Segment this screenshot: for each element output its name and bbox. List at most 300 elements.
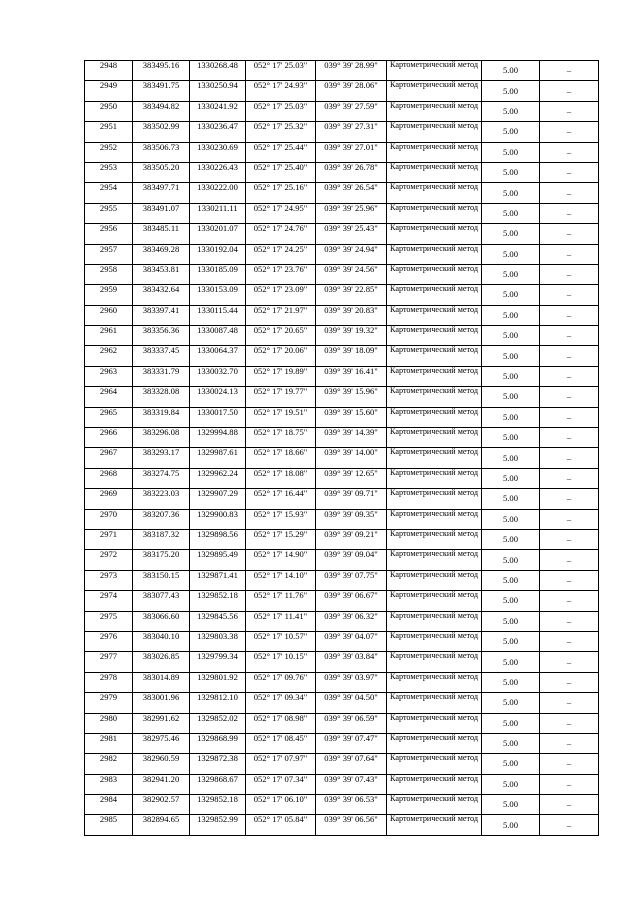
method-cell: Картометрический метод [387,713,482,733]
coord-x-cell: 383207.36 [133,509,190,529]
table-row [85,122,599,142]
coord-x-cell: 382894.65 [133,815,190,835]
latitude-cell: 052° 17' 25.03" [246,61,316,81]
coord-y-cell: 1330087.48 [190,326,246,346]
extra-cell: – [540,326,599,346]
extra-cell: – [540,61,599,81]
coord-x-cell: 383175.20 [133,550,190,570]
longitude-cell: 039° 39' 22.85" [316,285,387,305]
table-row [85,570,599,590]
method-cell: Картометрический метод [387,61,482,81]
method-cell: Картометрический метод [387,774,482,794]
coord-y-cell: 1329900.83 [190,509,246,529]
coord-y-cell: 1330192.04 [190,244,246,264]
method-cell: Картометрический метод [387,529,482,549]
point-number-cell: 2955 [85,203,133,223]
method-cell: Картометрический метод [387,570,482,590]
accuracy-cell: 5.00 [482,305,540,325]
coord-y-cell: 1329868.99 [190,733,246,753]
extra-cell: – [540,346,599,366]
table-row [85,693,599,713]
longitude-cell: 039° 39' 26.78" [316,162,387,182]
coord-y-cell: 1330236.47 [190,122,246,142]
table-row [85,509,599,529]
longitude-cell: 039° 39' 28.99" [316,61,387,81]
coord-x-cell: 383014.89 [133,672,190,692]
coord-x-cell: 383453.81 [133,264,190,284]
latitude-cell: 052° 17' 25.16" [246,183,316,203]
method-cell: Картометрический метод [387,631,482,651]
latitude-cell: 052° 17' 06.10" [246,795,316,815]
table-row [85,795,599,815]
latitude-cell: 052° 17' 14.10" [246,570,316,590]
coord-y-cell: 1329987.61 [190,448,246,468]
accuracy-cell: 5.00 [482,550,540,570]
latitude-cell: 052° 17' 24.76" [246,224,316,244]
coord-x-cell: 383223.03 [133,489,190,509]
accuracy-cell: 5.00 [482,652,540,672]
accuracy-cell: 5.00 [482,570,540,590]
extra-cell: – [540,366,599,386]
coord-y-cell: 1329898.56 [190,529,246,549]
latitude-cell: 052° 17' 10.15" [246,652,316,672]
table-row [85,142,599,162]
coord-x-cell: 383040.10 [133,631,190,651]
coord-x-cell: 382975.46 [133,733,190,753]
table-row [85,285,599,305]
method-cell: Картометрический метод [387,407,482,427]
accuracy-cell: 5.00 [482,795,540,815]
table-row [85,631,599,651]
method-cell: Картометрический метод [387,264,482,284]
method-cell: Картометрический метод [387,550,482,570]
point-number-cell: 2982 [85,754,133,774]
table-body [85,61,599,836]
longitude-cell: 039° 39' 16.41" [316,366,387,386]
point-number-cell: 2984 [85,795,133,815]
extra-cell: – [540,489,599,509]
point-number-cell: 2970 [85,509,133,529]
latitude-cell: 052° 17' 25.32" [246,122,316,142]
accuracy-cell: 5.00 [482,326,540,346]
point-number-cell: 2974 [85,591,133,611]
accuracy-cell: 5.00 [482,733,540,753]
latitude-cell: 052° 17' 19.51" [246,407,316,427]
method-cell: Картометрический метод [387,326,482,346]
table-row [85,428,599,448]
table-row [85,448,599,468]
coord-y-cell: 1330185.09 [190,264,246,284]
accuracy-cell: 5.00 [482,448,540,468]
table-row [85,611,599,631]
point-number-cell: 2985 [85,815,133,835]
coord-x-cell: 383026.85 [133,652,190,672]
longitude-cell: 039° 39' 06.32" [316,611,387,631]
latitude-cell: 052° 17' 20.65" [246,326,316,346]
longitude-cell: 039° 39' 07.47" [316,733,387,753]
latitude-cell: 052° 17' 25.44" [246,142,316,162]
coord-y-cell: 1329845.56 [190,611,246,631]
accuracy-cell: 5.00 [482,754,540,774]
method-cell: Картометрический метод [387,468,482,488]
longitude-cell: 039° 39' 26.54" [316,183,387,203]
latitude-cell: 052° 17' 16.44" [246,489,316,509]
coord-x-cell: 383469.28 [133,244,190,264]
longitude-cell: 039° 39' 27.59" [316,101,387,121]
table-row [85,550,599,570]
method-cell: Картометрический метод [387,509,482,529]
extra-cell: – [540,652,599,672]
point-number-cell: 2964 [85,387,133,407]
point-number-cell: 2951 [85,122,133,142]
coord-x-cell: 383491.75 [133,81,190,101]
latitude-cell: 052° 17' 18.66" [246,448,316,468]
longitude-cell: 039° 39' 25.96" [316,203,387,223]
coord-y-cell: 1330201.07 [190,224,246,244]
coord-y-cell: 1329801.92 [190,672,246,692]
accuracy-cell: 5.00 [482,407,540,427]
latitude-cell: 052° 17' 08.45" [246,733,316,753]
coord-x-cell: 383077.43 [133,591,190,611]
longitude-cell: 039° 39' 14.00" [316,448,387,468]
latitude-cell: 052° 17' 19.77" [246,387,316,407]
point-number-cell: 2963 [85,366,133,386]
coord-y-cell: 1330017.50 [190,407,246,427]
coord-x-cell: 383506.73 [133,142,190,162]
point-number-cell: 2950 [85,101,133,121]
accuracy-cell: 5.00 [482,489,540,509]
coord-x-cell: 382991.62 [133,713,190,733]
extra-cell: – [540,591,599,611]
longitude-cell: 039° 39' 28.06" [316,81,387,101]
latitude-cell: 052° 17' 18.08" [246,468,316,488]
table-row [85,652,599,672]
longitude-cell: 039° 39' 06.59" [316,713,387,733]
latitude-cell: 052° 17' 07.97" [246,754,316,774]
point-number-cell: 2968 [85,468,133,488]
extra-cell: – [540,570,599,590]
table-row [85,81,599,101]
latitude-cell: 052° 17' 11.76" [246,591,316,611]
longitude-cell: 039° 39' 15.60" [316,407,387,427]
extra-cell: – [540,733,599,753]
coord-y-cell: 1329852.18 [190,795,246,815]
coord-y-cell: 1330250.94 [190,81,246,101]
coord-y-cell: 1330153.09 [190,285,246,305]
extra-cell: – [540,754,599,774]
extra-cell: – [540,448,599,468]
accuracy-cell: 5.00 [482,142,540,162]
extra-cell: – [540,611,599,631]
point-number-cell: 2972 [85,550,133,570]
extra-cell: – [540,693,599,713]
coord-x-cell: 383495.16 [133,61,190,81]
method-cell: Картометрический метод [387,795,482,815]
coord-x-cell: 383356.36 [133,326,190,346]
longitude-cell: 039° 39' 06.67" [316,591,387,611]
table-row [85,387,599,407]
accuracy-cell: 5.00 [482,529,540,549]
point-number-cell: 2960 [85,305,133,325]
longitude-cell: 039° 39' 09.35" [316,509,387,529]
longitude-cell: 039° 39' 03.84" [316,652,387,672]
accuracy-cell: 5.00 [482,387,540,407]
longitude-cell: 039° 39' 15.96" [316,387,387,407]
coord-x-cell: 383485.11 [133,224,190,244]
extra-cell: – [540,142,599,162]
point-number-cell: 2983 [85,774,133,794]
point-number-cell: 2977 [85,652,133,672]
point-number-cell: 2954 [85,183,133,203]
point-number-cell: 2969 [85,489,133,509]
latitude-cell: 052° 17' 09.76" [246,672,316,692]
coord-y-cell: 1329852.99 [190,815,246,835]
method-cell: Картометрический метод [387,224,482,244]
extra-cell: – [540,672,599,692]
table-row [85,346,599,366]
point-number-cell: 2962 [85,346,133,366]
coord-y-cell: 1329852.02 [190,713,246,733]
latitude-cell: 052° 17' 21.97" [246,305,316,325]
longitude-cell: 039° 39' 04.07" [316,631,387,651]
table-row [85,529,599,549]
coord-y-cell: 1329812.10 [190,693,246,713]
accuracy-cell: 5.00 [482,774,540,794]
coord-x-cell: 383337.45 [133,346,190,366]
accuracy-cell: 5.00 [482,713,540,733]
method-cell: Картометрический метод [387,754,482,774]
accuracy-cell: 5.00 [482,264,540,284]
latitude-cell: 052° 17' 23.76" [246,264,316,284]
latitude-cell: 052° 17' 24.93" [246,81,316,101]
coord-y-cell: 1330024.13 [190,387,246,407]
method-cell: Картометрический метод [387,81,482,101]
coord-y-cell: 1329872.38 [190,754,246,774]
coord-x-cell: 383494.82 [133,101,190,121]
method-cell: Картометрический метод [387,142,482,162]
extra-cell: – [540,285,599,305]
extra-cell: – [540,795,599,815]
table-row [85,591,599,611]
coord-y-cell: 1330230.69 [190,142,246,162]
table-row [85,672,599,692]
coord-x-cell: 383328.08 [133,387,190,407]
longitude-cell: 039° 39' 09.71" [316,489,387,509]
table-row [85,407,599,427]
longitude-cell: 039° 39' 19.32" [316,326,387,346]
extra-cell: – [540,122,599,142]
method-cell: Картометрический метод [387,733,482,753]
coord-y-cell: 1330226.43 [190,162,246,182]
accuracy-cell: 5.00 [482,631,540,651]
latitude-cell: 052° 17' 09.34" [246,693,316,713]
accuracy-cell: 5.00 [482,162,540,182]
accuracy-cell: 5.00 [482,346,540,366]
coord-x-cell: 383502.99 [133,122,190,142]
table-row [85,264,599,284]
longitude-cell: 039° 39' 09.21" [316,529,387,549]
point-number-cell: 2958 [85,264,133,284]
method-cell: Картометрический метод [387,693,482,713]
latitude-cell: 052° 17' 19.89" [246,366,316,386]
method-cell: Картометрический метод [387,162,482,182]
extra-cell: – [540,713,599,733]
longitude-cell: 039° 39' 25.43" [316,224,387,244]
extra-cell: – [540,387,599,407]
point-number-cell: 2978 [85,672,133,692]
extra-cell: – [540,305,599,325]
latitude-cell: 052° 17' 25.03" [246,101,316,121]
point-number-cell: 2965 [85,407,133,427]
longitude-cell: 039° 39' 27.31" [316,122,387,142]
point-number-cell: 2957 [85,244,133,264]
point-number-cell: 2953 [85,162,133,182]
coord-y-cell: 1329799.34 [190,652,246,672]
table-row [85,754,599,774]
point-number-cell: 2973 [85,570,133,590]
accuracy-cell: 5.00 [482,468,540,488]
extra-cell: – [540,428,599,448]
method-cell: Картометрический метод [387,652,482,672]
extra-cell: – [540,468,599,488]
coord-x-cell: 383274.75 [133,468,190,488]
point-number-cell: 2952 [85,142,133,162]
method-cell: Картометрический метод [387,305,482,325]
table-row [85,183,599,203]
method-cell: Картометрический метод [387,122,482,142]
longitude-cell: 039° 39' 24.56" [316,264,387,284]
accuracy-cell: 5.00 [482,183,540,203]
table-row [85,224,599,244]
method-cell: Картометрический метод [387,183,482,203]
longitude-cell: 039° 39' 20.83" [316,305,387,325]
method-cell: Картометрический метод [387,285,482,305]
longitude-cell: 039° 39' 27.01" [316,142,387,162]
method-cell: Картометрический метод [387,346,482,366]
coord-y-cell: 1330241.92 [190,101,246,121]
coord-x-cell: 383066.60 [133,611,190,631]
table-row [85,101,599,121]
latitude-cell: 052° 17' 18.75" [246,428,316,448]
method-cell: Картометрический метод [387,244,482,264]
latitude-cell: 052° 17' 05.84" [246,815,316,835]
coord-y-cell: 1330032.70 [190,366,246,386]
longitude-cell: 039° 39' 09.04" [316,550,387,570]
coord-x-cell: 383293.17 [133,448,190,468]
longitude-cell: 039° 39' 12.65" [316,468,387,488]
point-number-cell: 2967 [85,448,133,468]
method-cell: Картометрический метод [387,815,482,835]
method-cell: Картометрический метод [387,203,482,223]
longitude-cell: 039° 39' 24.94" [316,244,387,264]
latitude-cell: 052° 17' 07.34" [246,774,316,794]
extra-cell: – [540,550,599,570]
method-cell: Картометрический метод [387,672,482,692]
latitude-cell: 052° 17' 24.95" [246,203,316,223]
method-cell: Картометрический метод [387,448,482,468]
method-cell: Картометрический метод [387,428,482,448]
coord-y-cell: 1329871.41 [190,570,246,590]
table-row [85,162,599,182]
accuracy-cell: 5.00 [482,815,540,835]
coord-x-cell: 383296.08 [133,428,190,448]
latitude-cell: 052° 17' 20.06" [246,346,316,366]
coord-x-cell: 383397.41 [133,305,190,325]
coord-y-cell: 1330211.11 [190,203,246,223]
point-number-cell: 2979 [85,693,133,713]
table-row [85,366,599,386]
coord-y-cell: 1329962.24 [190,468,246,488]
coord-x-cell: 383331.79 [133,366,190,386]
coord-y-cell: 1330268.48 [190,61,246,81]
method-cell: Картометрический метод [387,387,482,407]
accuracy-cell: 5.00 [482,61,540,81]
table-row [85,815,599,835]
coord-x-cell: 383001.96 [133,693,190,713]
accuracy-cell: 5.00 [482,285,540,305]
table-row [85,489,599,509]
accuracy-cell: 5.00 [482,591,540,611]
table-row [85,774,599,794]
accuracy-cell: 5.00 [482,101,540,121]
point-number-cell: 2948 [85,61,133,81]
table-row [85,733,599,753]
latitude-cell: 052° 17' 10.57" [246,631,316,651]
coordinates-table [84,60,599,836]
point-number-cell: 2949 [85,81,133,101]
coord-y-cell: 1330115.44 [190,305,246,325]
point-number-cell: 2966 [85,428,133,448]
method-cell: Картометрический метод [387,489,482,509]
coord-y-cell: 1329895.49 [190,550,246,570]
extra-cell: – [540,162,599,182]
coord-x-cell: 383187.32 [133,529,190,549]
point-number-cell: 2980 [85,713,133,733]
extra-cell: – [540,815,599,835]
latitude-cell: 052° 17' 15.29" [246,529,316,549]
method-cell: Картометрический метод [387,101,482,121]
point-number-cell: 2956 [85,224,133,244]
table-row [85,326,599,346]
coord-y-cell: 1329803.38 [190,631,246,651]
table-row [85,305,599,325]
extra-cell: – [540,224,599,244]
latitude-cell: 052° 17' 25.40" [246,162,316,182]
accuracy-cell: 5.00 [482,122,540,142]
longitude-cell: 039° 39' 14.39" [316,428,387,448]
method-cell: Картометрический метод [387,611,482,631]
coord-y-cell: 1329994.88 [190,428,246,448]
coord-y-cell: 1330222.00 [190,183,246,203]
latitude-cell: 052° 17' 24.25" [246,244,316,264]
accuracy-cell: 5.00 [482,611,540,631]
longitude-cell: 039° 39' 07.64" [316,754,387,774]
coord-x-cell: 383319.84 [133,407,190,427]
accuracy-cell: 5.00 [482,203,540,223]
accuracy-cell: 5.00 [482,81,540,101]
coord-y-cell: 1329868.67 [190,774,246,794]
table-row [85,244,599,264]
coord-x-cell: 383497.71 [133,183,190,203]
accuracy-cell: 5.00 [482,693,540,713]
extra-cell: – [540,407,599,427]
table-row [85,61,599,81]
longitude-cell: 039° 39' 07.43" [316,774,387,794]
coord-y-cell: 1330064.37 [190,346,246,366]
accuracy-cell: 5.00 [482,244,540,264]
extra-cell: – [540,244,599,264]
accuracy-cell: 5.00 [482,224,540,244]
